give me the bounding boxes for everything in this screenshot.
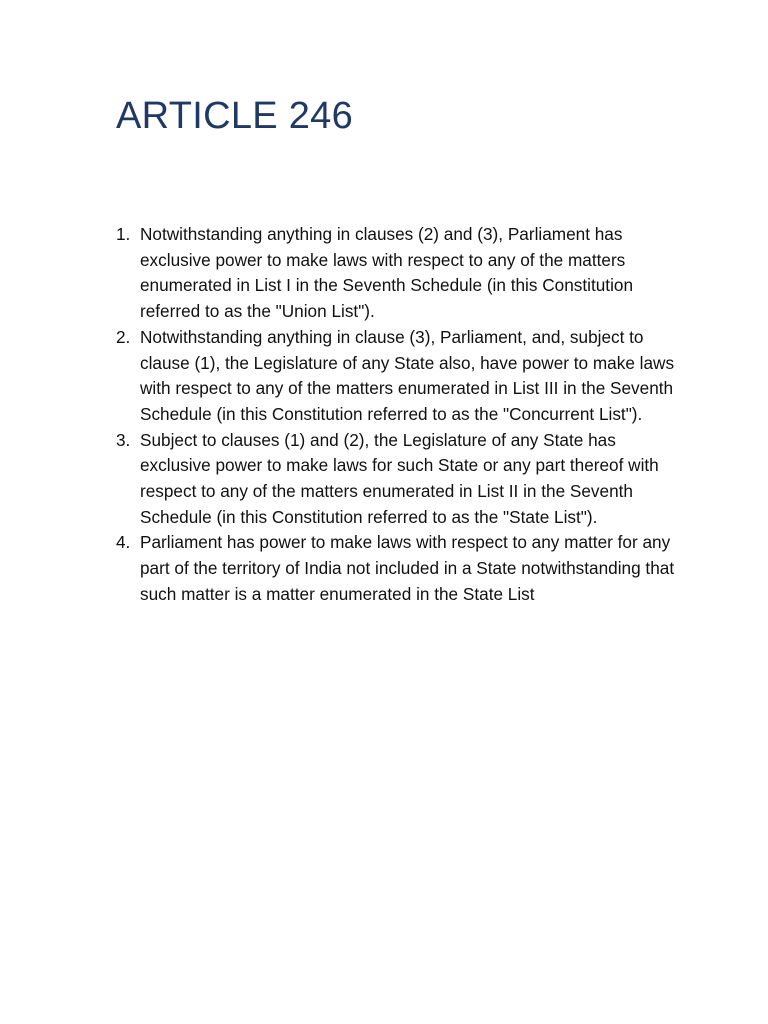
clause-text: Notwithstanding anything in clause (3), Parliament, and, subject to clause (1), the Legislature of any State also, have power to make laws with respect to any of the matters enumerated in List III in the Seventh Schedule (in this Constitution referred to as the "Concurrent List").	[140, 326, 675, 424]
clause-text: Parliament has power to make laws with respect to any matter for any part of the territory of India not included in a State notwithstanding that such matter is a matter enumerated in the State List	[140, 532, 675, 604]
clause-item-1	[116, 222, 684, 325]
clause-number: 3.	[116, 429, 131, 450]
clause-text: Notwithstanding anything in clauses (2) and (3), Parliament has exclusive power to make laws with respect to any of the matters enumerated in List I in the Seventh Schedule (in this Constitution referred to as the "Union List").	[140, 224, 633, 322]
clause-number: 4.	[116, 532, 131, 553]
clause-text: Subject to clauses (1) and (2), the Legislature of any State has exclusive power to make laws for such State or any part thereof with respect to any of the matters enumerated in List II in the Seventh Schedule (in this Constitution referred to as the "State List").	[140, 429, 659, 527]
clause-item-4	[116, 530, 684, 607]
clause-number: 2.	[116, 326, 131, 347]
clause-item-2	[116, 325, 684, 428]
clause-list	[116, 222, 684, 608]
clause-item-3	[116, 428, 684, 531]
page-title: ARTICLE 246	[116, 95, 354, 137]
clause-number: 1.	[116, 224, 131, 244]
